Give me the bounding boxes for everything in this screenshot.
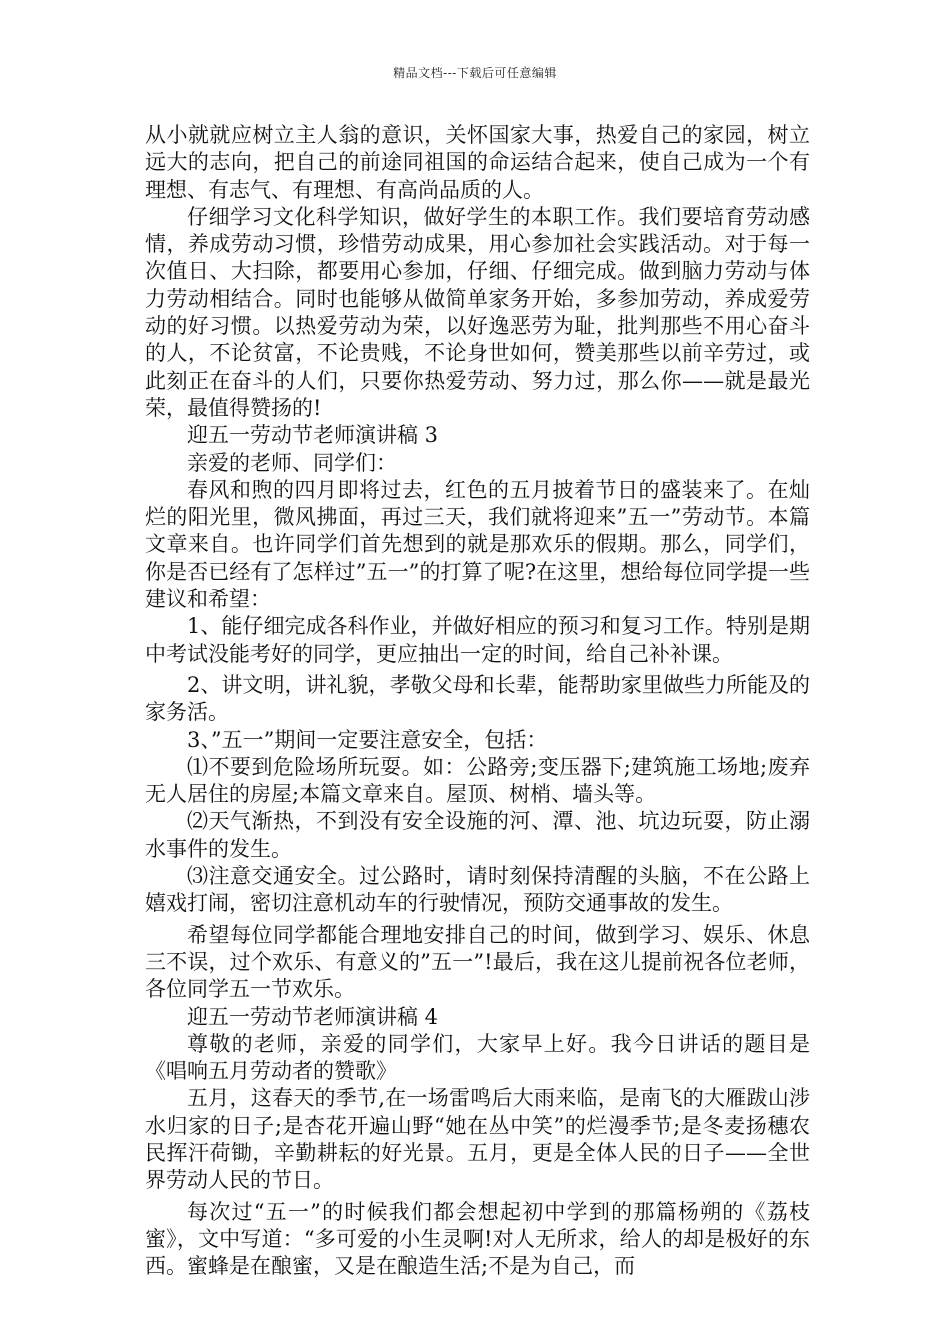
paragraph: 从小就就应树立主人翁的意识，关怀国家大事，热爱自己的家园，树立远大的志向，把自己的前途同祖国的命运结合起来，使自己成为一个有理想、有志气、有理想、有高尚品质的人。	[145, 123, 810, 202]
paragraph: 春风和煦的四月即将过去，红色的五月披着节日的盛装来了。在灿烂的阳光里，微风拂面，再过三天，我们就将迎来”五一”劳动节。本篇文章来自。也许同学们首先想到的就是那欢乐的假期。那么，同学们，你是否已经有了怎样过”五一”的打算了呢?在这里，想给每位同学提一些建议和希望：	[145, 477, 810, 612]
paragraph: ⑵天气渐热，不到没有安全设施的河、潭、池、坑边玩耍，防止溺水事件的发生。	[145, 809, 810, 861]
paragraph: ⑴不要到危险场所玩耍。如：公路旁;变压器下;建筑施工场地;废弃无人居住的房屋;本篇文章来自。屋顶、树梢、墙头等。	[145, 754, 810, 807]
paragraph: 1、能仔细完成各科作业，并做好相应的预习和复习工作。特别是期中考试没能考好的同学，更应抽出一定的时间，给自己补补课。	[145, 614, 810, 666]
paragraph: 仔细学习文化科学知识，做好学生的本职工作。我们要培育劳动感情，养成劳动习惯，珍惜劳动成果，用心参加社会实践活动。对于每一次值日、大扫除，都要用心参加，仔细、仔细完成。做到脑力劳动与体力劳动相结合。同时也能够从做简单家务开始，多参加劳动，养成爱劳动的好习惯。以热爱劳动为荣，以好逸恶劳为耻，批判那些不用心奋斗的人，不论贫富，不论贵贱，不论身世如何，赞美那些以前辛劳过，或此刻正在奋斗的人们，只要你热爱劳动、努力过，那么你——就是最光荣，最值得赞扬的!	[145, 204, 810, 420]
paragraph: 希望每位同学都能合理地安排自己的时间，做到学习、娱乐、休息三不误，过个欢乐、有意义的”五一”!最后，我在这儿提前祝各位老师，各位同学五一节欢乐。	[145, 922, 810, 1002]
paragraph: 2、讲文明，讲礼貌，孝敬父母和长辈，能帮助家里做些力所能及的家务活。	[145, 672, 810, 725]
page-header: 精品文档---下载后可任意编辑	[393, 66, 557, 80]
paragraph: 3、”五一”期间一定要注意安全，包括：	[187, 727, 548, 752]
paragraph: 迎五一劳动节老师演讲稿 3	[187, 423, 439, 448]
paragraph: 迎五一劳动节老师演讲稿 4	[187, 1004, 439, 1029]
paragraph: 亲爱的老师、同学们：	[187, 450, 397, 475]
paragraph: 五月，这春天的季节,在一场雷鸣后大雨来临，是南飞的大雁跋山涉水归家的日子;是杏花开遍山野“她在丛中笑”的烂漫季节;是冬麦扬穗农民挥汗荷锄，辛勤耕耘的好光景。五月，更是全体人民的日子——全世界劳动人民的节日。	[145, 1086, 810, 1193]
document-body	[145, 122, 810, 1280]
paragraph: 每次过“五一”的时候我们都会想起初中学到的那篇杨朔的《荔枝蜜》，文中写道：“多可爱的小生灵啊!对人无所求，给人的却是极好的东西。蜜蜂是在酿蜜，又是在酿造生活;不是为自己，而	[145, 1199, 810, 1279]
paragraph: 尊敬的老师，亲爱的同学们，大家早上好。我今日讲话的题目是《唱响五月劳动者的赞歌》	[145, 1031, 810, 1084]
paragraph: ⑶注意交通安全。过公路时，请时刻保持清醒的头脑，不在公路上嬉戏打闹，密切注意机动车的行驶情况，预防交通事故的发生。	[145, 864, 810, 916]
